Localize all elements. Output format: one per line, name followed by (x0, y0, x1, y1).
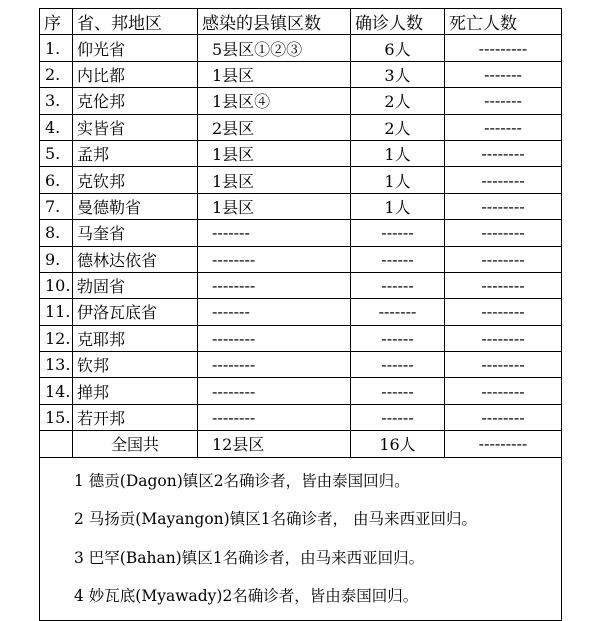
footnote-3: 3 巴罕(Bahan)镇区1名确诊者，由马来西亚回归。 (74, 548, 425, 567)
header-deaths: 死亡人数 (445, 9, 562, 35)
header-index: 序 (40, 9, 73, 35)
row-confirmed: ------ (351, 352, 445, 378)
row-districts: 5县区①②③ (198, 35, 351, 61)
row-districts: -------- (198, 272, 351, 298)
row-confirmed: ------ (351, 325, 445, 351)
header-region: 省、邦地区 (73, 9, 198, 35)
table-row (40, 88, 562, 114)
row-index: 2. (40, 61, 73, 87)
row-districts: 1县区④ (198, 88, 351, 114)
row-index: 3. (40, 88, 73, 114)
covid-cases-table (39, 8, 562, 621)
row-deaths: ------- (445, 114, 562, 140)
row-deaths: --------- (445, 35, 562, 61)
document-page (39, 8, 561, 621)
table-row (40, 140, 562, 166)
header-confirmed: 确诊人数 (351, 9, 445, 35)
table-row (40, 220, 562, 246)
footnote-1: 1 德贡(Dagon)镇区2名确诊者，皆由泰国回归。 (74, 471, 410, 490)
row-deaths: ------- (445, 61, 562, 87)
row-confirmed: ------ (351, 246, 445, 272)
row-districts: ------- (198, 299, 351, 325)
row-deaths: -------- (445, 325, 562, 351)
row-districts: 1县区 (198, 167, 351, 193)
row-index: 11. (40, 299, 73, 325)
row-deaths: -------- (445, 378, 562, 404)
row-deaths: -------- (445, 246, 562, 272)
table-row (40, 61, 562, 87)
row-region: 仰光省 (73, 35, 198, 61)
row-index: 6. (40, 167, 73, 193)
row-deaths: -------- (445, 220, 562, 246)
total-deaths: --------- (445, 431, 562, 457)
row-deaths: -------- (445, 299, 562, 325)
row-deaths: -------- (445, 272, 562, 298)
row-index: 13. (40, 352, 73, 378)
row-region: 内比都 (73, 61, 198, 87)
row-region: 克伦邦 (73, 88, 198, 114)
table-row (40, 404, 562, 430)
row-confirmed: 6人 (351, 35, 445, 61)
table-row (40, 35, 562, 61)
row-deaths: -------- (445, 167, 562, 193)
row-deaths: -------- (445, 140, 562, 166)
table-row (40, 352, 562, 378)
row-region: 掸邦 (73, 378, 198, 404)
row-region: 实皆省 (73, 114, 198, 140)
row-index: 4. (40, 114, 73, 140)
total-districts: 12县区 (198, 431, 351, 457)
row-region: 若开邦 (73, 404, 198, 430)
table-header-row (40, 9, 562, 35)
row-index: 15. (40, 404, 73, 430)
total-row (40, 431, 562, 457)
notes-row (40, 457, 562, 620)
row-confirmed: 1人 (351, 167, 445, 193)
table-row (40, 193, 562, 219)
row-districts: -------- (198, 246, 351, 272)
row-region: 马奎省 (73, 220, 198, 246)
row-confirmed: 2人 (351, 114, 445, 140)
row-region: 德林达依省 (73, 246, 198, 272)
row-districts: -------- (198, 404, 351, 430)
row-districts: -------- (198, 352, 351, 378)
row-confirmed: 1人 (351, 140, 445, 166)
row-districts: 1县区 (198, 61, 351, 87)
row-confirmed: 3人 (351, 61, 445, 87)
row-region: 伊洛瓦底省 (73, 299, 198, 325)
notes-cell (40, 457, 562, 620)
table-row (40, 325, 562, 351)
table-row (40, 378, 562, 404)
row-confirmed: 1人 (351, 193, 445, 219)
row-region: 勃固省 (73, 272, 198, 298)
row-districts: 1县区 (198, 193, 351, 219)
row-region: 钦邦 (73, 352, 198, 378)
table-row (40, 299, 562, 325)
row-confirmed: 2人 (351, 88, 445, 114)
row-index: 1. (40, 35, 73, 61)
row-index: 5. (40, 140, 73, 166)
row-districts: -------- (198, 325, 351, 351)
row-region: 克钦邦 (73, 167, 198, 193)
row-confirmed: ------- (351, 299, 445, 325)
row-confirmed: ------ (351, 272, 445, 298)
row-districts: -------- (198, 378, 351, 404)
row-confirmed: ------ (351, 378, 445, 404)
total-confirmed: 16人 (351, 431, 445, 457)
footnote-2: 2 马扬贡(Mayangon)镇区1名确诊者， 由马来西亚回归。 (74, 510, 478, 529)
table-row (40, 167, 562, 193)
row-region: 克耶邦 (73, 325, 198, 351)
table-row (40, 272, 562, 298)
row-index: 10. (40, 272, 73, 298)
row-confirmed: ------ (351, 220, 445, 246)
row-index: 12. (40, 325, 73, 351)
row-deaths: -------- (445, 193, 562, 219)
footnote-4: 4 妙瓦底(Myawady)2名确诊者，皆由泰国回归。 (74, 587, 419, 606)
table-body (40, 35, 562, 431)
row-index: 8. (40, 220, 73, 246)
row-districts: ------- (198, 220, 351, 246)
row-confirmed: ------ (351, 404, 445, 430)
row-deaths: -------- (445, 352, 562, 378)
row-region: 曼德勒省 (73, 193, 198, 219)
table-row (40, 114, 562, 140)
table-row (40, 246, 562, 272)
row-districts: 1县区 (198, 140, 351, 166)
row-index: 9. (40, 246, 73, 272)
total-label: 全国共 (73, 431, 198, 457)
row-deaths: ------- (445, 88, 562, 114)
row-deaths: -------- (445, 404, 562, 430)
total-index-cell (40, 431, 73, 457)
row-index: 14. (40, 378, 73, 404)
row-index: 7. (40, 193, 73, 219)
header-districts: 感染的县镇区数 (198, 9, 351, 35)
row-districts: 2县区 (198, 114, 351, 140)
row-region: 孟邦 (73, 140, 198, 166)
